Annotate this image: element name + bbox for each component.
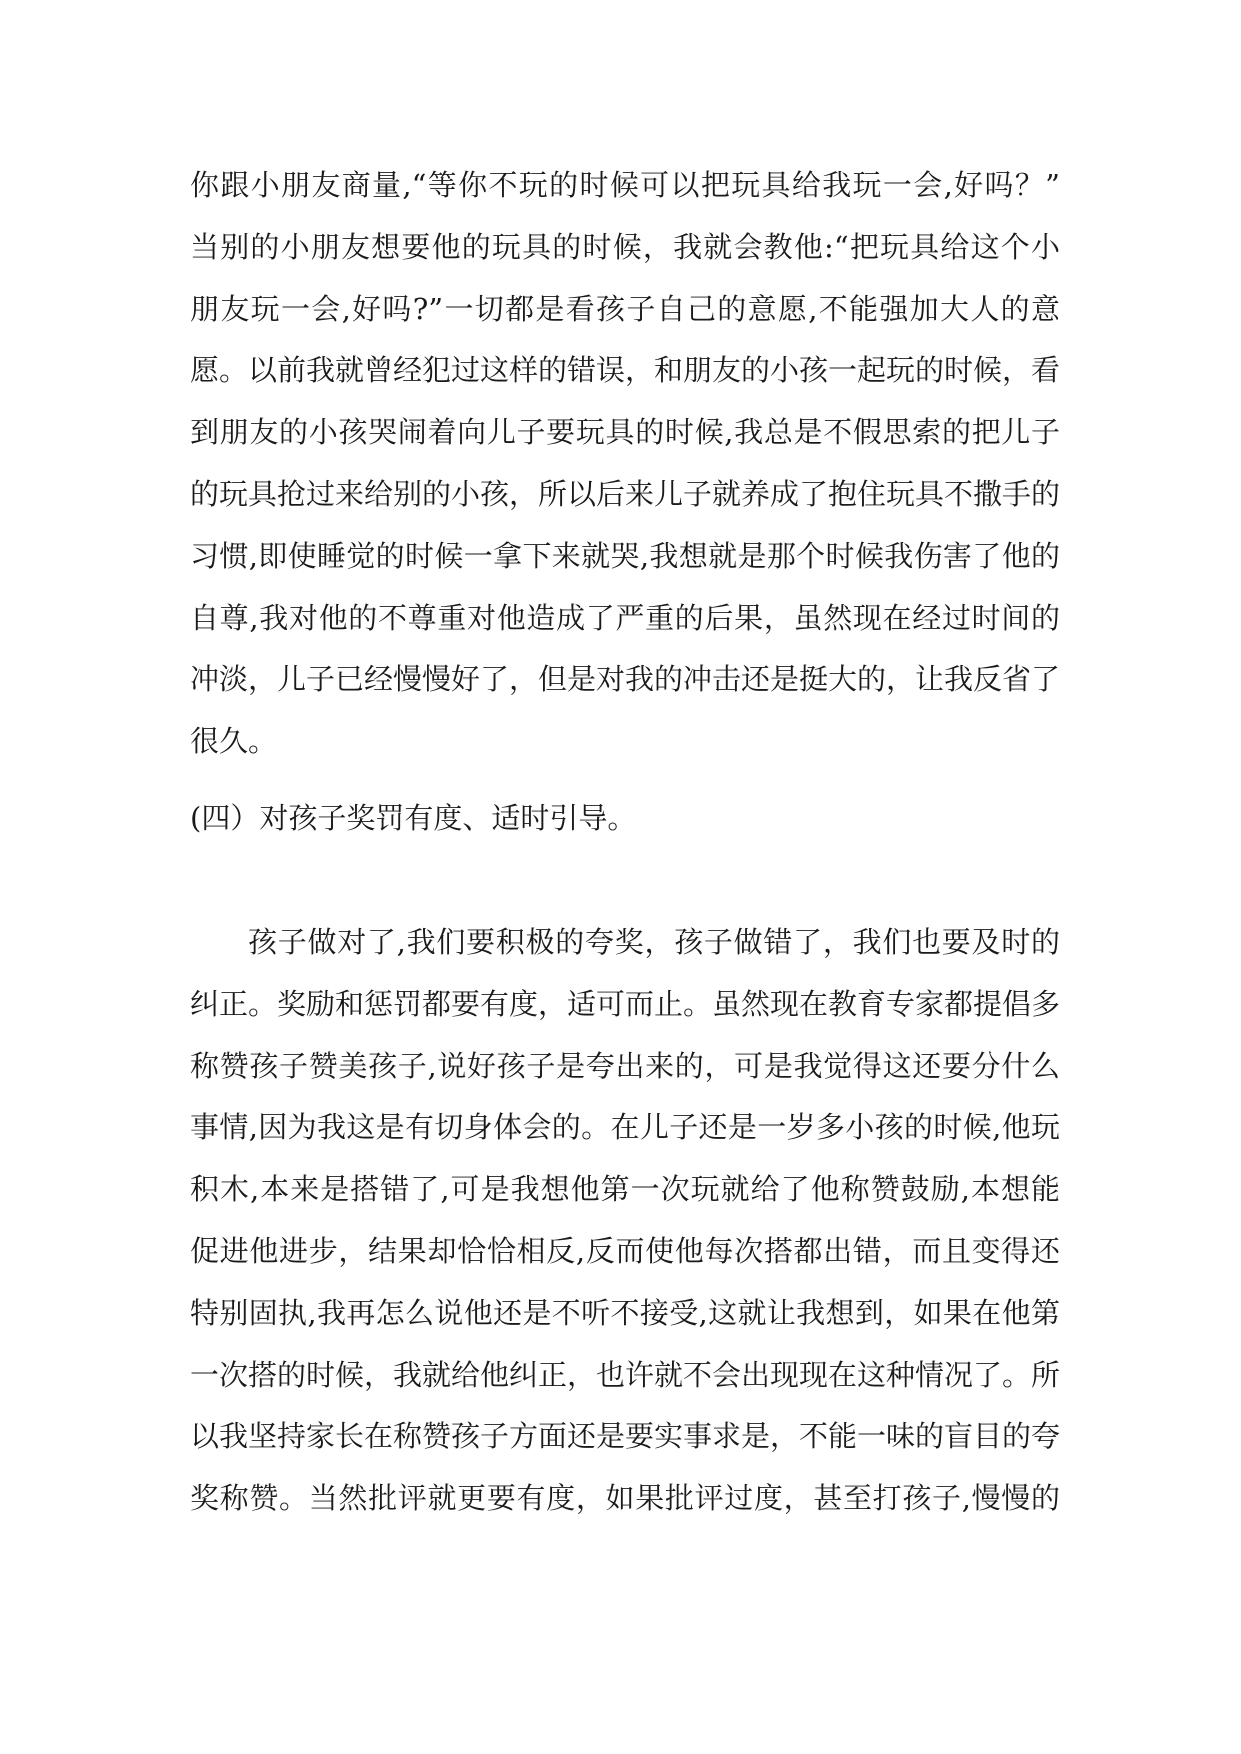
text-line: 的玩具抢过来给别的小孩，所以后来儿子就养成了抱住玩具不撒手的 (190, 476, 1061, 511)
text-line: 称赞孩子赞美孩子,说好孩子是夸出来的，可是我觉得这还要分什么 (190, 1048, 1060, 1083)
text-line: 以我坚持家长在称赞孩子方面还是要实事求是，不能一味的盲目的夸 (190, 1419, 1061, 1454)
text-line: 习惯,即使睡觉的时候一拿下来就哭,我想就是那个时候我伤害了他的 (190, 538, 1060, 573)
text-line: 积木,本来是搭错了,可是我想他第一次玩就给了他称赞鼓励,本想能 (190, 1172, 1060, 1207)
text-line: 事情,因为我这是有切身体会的。在儿子还是一岁多小孩的时候,他玩 (190, 1110, 1060, 1145)
text-line: 冲淡，儿子已经慢慢好了，但是对我的冲击还是挺大的，让我反省了 (190, 662, 1061, 697)
text-line: 当别的小朋友想要他的玩具的时候，我就会教他:“把玩具给这个小 (190, 229, 1060, 264)
text-line: 孩子做对了,我们要积极的夸奖，孩子做错了，我们也要及时的 (248, 925, 1060, 959)
text-line: 很久。 (190, 724, 278, 759)
text-line: 朋友玩一会,好吗?”一切都是看孩子自己的意愿,不能强加大人的意 (190, 291, 1060, 326)
text-line: 一次搭的时候，我就给他纠正，也许就不会出现现在这种情况了。所 (190, 1357, 1061, 1392)
section-heading-block (190, 788, 1060, 850)
text-line: 愿。以前我就曾经犯过这样的错误，和朋友的小孩一起玩的时候，看 (190, 353, 1061, 388)
text-line: 奖称赞。当然批评就更要有度，如果批评过度，甚至打孩子,慢慢的 (190, 1481, 1060, 1516)
paragraph-continuation (190, 155, 1060, 773)
text-line: 自尊,我对他的不尊重对他造成了严重的后果，虽然现在经过时间的 (190, 600, 1060, 635)
text-line: 特别固执,我再怎么说他还是不听不接受,这就让我想到，如果在他第 (190, 1295, 1060, 1330)
text-line: 你跟小朋友商量,“等你不玩的时候可以把玩具给我玩一会,好吗？” (190, 168, 1060, 202)
paragraph-section (190, 912, 1060, 1530)
text-line: 纠正。奖励和惩罚都要有度，适可而止。虽然现在教育专家都提倡多 (190, 986, 1061, 1021)
section-heading: (四）对孩子奖罚有度、适时引导。 (190, 801, 637, 835)
text-line: 促进他进步，结果却恰恰相反,反而使他每次搭都出错，而且变得还 (190, 1233, 1060, 1268)
text-line: 到朋友的小孩哭闹着向儿子要玩具的时候,我总是不假思索的把儿子 (190, 415, 1060, 450)
